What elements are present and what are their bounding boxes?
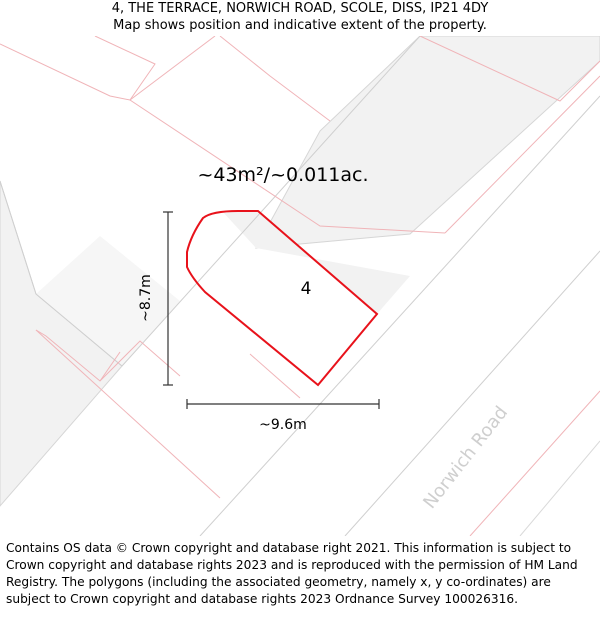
map-canvas — [0, 36, 600, 536]
map-subtitle: Map shows position and indicative extent of the property. — [113, 18, 487, 33]
height-measure-label: ~8.7m — [138, 274, 154, 322]
building-strip — [256, 36, 600, 248]
plot-number: 4 — [300, 279, 312, 299]
copyright-notice: Contains OS data © Crown copyright and database right 2021. This information is subject to Crown copyright and database rights 2023 and is reproduced with the permission of HM Land Registry. The polygons (including the associated geometry, namely x, y co-ordinates) are subject to Crown copyright and database rights 2023 Ordnance Survey 100026316. — [6, 541, 578, 606]
road-edge — [520, 441, 600, 536]
area-label: ~43m²/~0.011ac. — [197, 164, 369, 186]
road-name-label: Norwich Road — [419, 402, 513, 513]
width-measure-line — [187, 399, 379, 409]
map-header — [0, 0, 600, 36]
width-measure-label: ~9.6m — [259, 417, 307, 433]
map-area[interactable] — [0, 36, 600, 536]
property-address: 4, THE TERRACE, NORWICH ROAD, SCOLE, DISS, IP21 4DY — [111, 1, 489, 16]
